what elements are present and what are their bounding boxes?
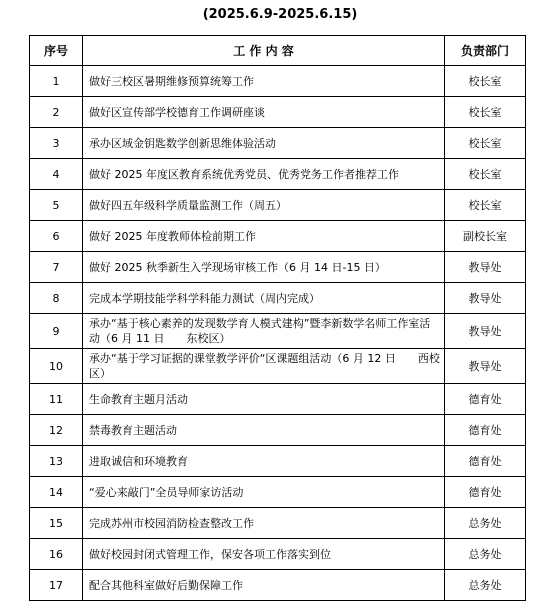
row-dept: 教导处 (445, 283, 526, 314)
row-dept: 德育处 (445, 477, 526, 508)
row-content: 做好四五年级科学质量监测工作（周五） (83, 190, 445, 221)
row-dept: 教导处 (445, 314, 526, 349)
row-dept: 校长室 (445, 190, 526, 221)
document-title: (2025.6.9-2025.6.15) (202, 7, 358, 22)
table-row (30, 190, 526, 221)
table-row (30, 508, 526, 539)
row-dept: 总务处 (445, 539, 526, 570)
row-dept: 校长室 (445, 159, 526, 190)
header-no: 序号 (30, 36, 83, 66)
table-header-row (30, 36, 526, 66)
row-content: 禁毒教育主题活动 (83, 415, 445, 446)
row-no: 11 (30, 384, 83, 415)
row-content: 做好 2025 年度区教育系统优秀党员、优秀党务工作者推荐工作 (83, 159, 445, 190)
table-row (30, 66, 526, 97)
row-content: 完成本学期技能学科学科能力测试（周内完成） (83, 283, 445, 314)
table-row (30, 314, 526, 349)
row-content: 完成苏州市校园消防检查整改工作 (83, 508, 445, 539)
row-no: 8 (30, 283, 83, 314)
row-no: 3 (30, 128, 83, 159)
row-dept: 总务处 (445, 570, 526, 601)
table-row (30, 415, 526, 446)
row-no: 5 (30, 190, 83, 221)
table-row (30, 539, 526, 570)
row-no: 17 (30, 570, 83, 601)
header-content: 工 作 内 容 (83, 36, 445, 66)
row-no: 6 (30, 221, 83, 252)
table-row (30, 97, 526, 128)
row-content: 生命教育主题月活动 (83, 384, 445, 415)
row-dept: 校长室 (445, 97, 526, 128)
row-dept: 总务处 (445, 508, 526, 539)
table-row (30, 221, 526, 252)
row-no: 15 (30, 508, 83, 539)
table-row (30, 384, 526, 415)
row-no: 12 (30, 415, 83, 446)
row-dept: 校长室 (445, 66, 526, 97)
table-row (30, 128, 526, 159)
row-no: 4 (30, 159, 83, 190)
row-content: 配合其他科室做好后勤保障工作 (83, 570, 445, 601)
table-row (30, 283, 526, 314)
row-content: 承办区域金钥匙数学创新思维体验活动 (83, 128, 445, 159)
row-dept: 德育处 (445, 384, 526, 415)
work-schedule-table (29, 35, 526, 601)
row-dept: 德育处 (445, 415, 526, 446)
row-no: 14 (30, 477, 83, 508)
row-content: 做好校园封闭式管理工作，保安各项工作落实到位 (83, 539, 445, 570)
table-row (30, 477, 526, 508)
row-content: “爱心来敲门”全员导师家访活动 (83, 477, 445, 508)
table-row (30, 446, 526, 477)
row-dept: 德育处 (445, 446, 526, 477)
row-content: 做好 2025 秋季新生入学现场审核工作（6 月 14 日-15 日） (83, 252, 445, 283)
row-no: 9 (30, 314, 83, 349)
row-content: 进取诚信和环境教育 (83, 446, 445, 477)
row-no: 2 (30, 97, 83, 128)
row-dept: 教导处 (445, 252, 526, 283)
row-dept: 校长室 (445, 128, 526, 159)
row-no: 13 (30, 446, 83, 477)
row-content: 承办“基于学习证据的课堂教学评价“区课题组活动（6 月 12 日 西校区） (83, 349, 445, 384)
row-content: 做好 2025 年度教师体检前期工作 (83, 221, 445, 252)
table-row (30, 252, 526, 283)
table-row (30, 570, 526, 601)
row-no: 7 (30, 252, 83, 283)
header-dept: 负责部门 (445, 36, 526, 66)
row-content: 做好三校区暑期维修预算统筹工作 (83, 66, 445, 97)
row-content: 承办“基于核心素养的发现数学育人模式建构”暨李新数学名师工作室活动（6 月 11 日 东校区） (83, 314, 445, 349)
row-no: 16 (30, 539, 83, 570)
row-content: 做好区宣传部学校德育工作调研座谈 (83, 97, 445, 128)
row-no: 10 (30, 349, 83, 384)
row-dept: 教导处 (445, 349, 526, 384)
row-no: 1 (30, 66, 83, 97)
table-row (30, 159, 526, 190)
table-row (30, 349, 526, 384)
row-dept: 副校长室 (445, 221, 526, 252)
